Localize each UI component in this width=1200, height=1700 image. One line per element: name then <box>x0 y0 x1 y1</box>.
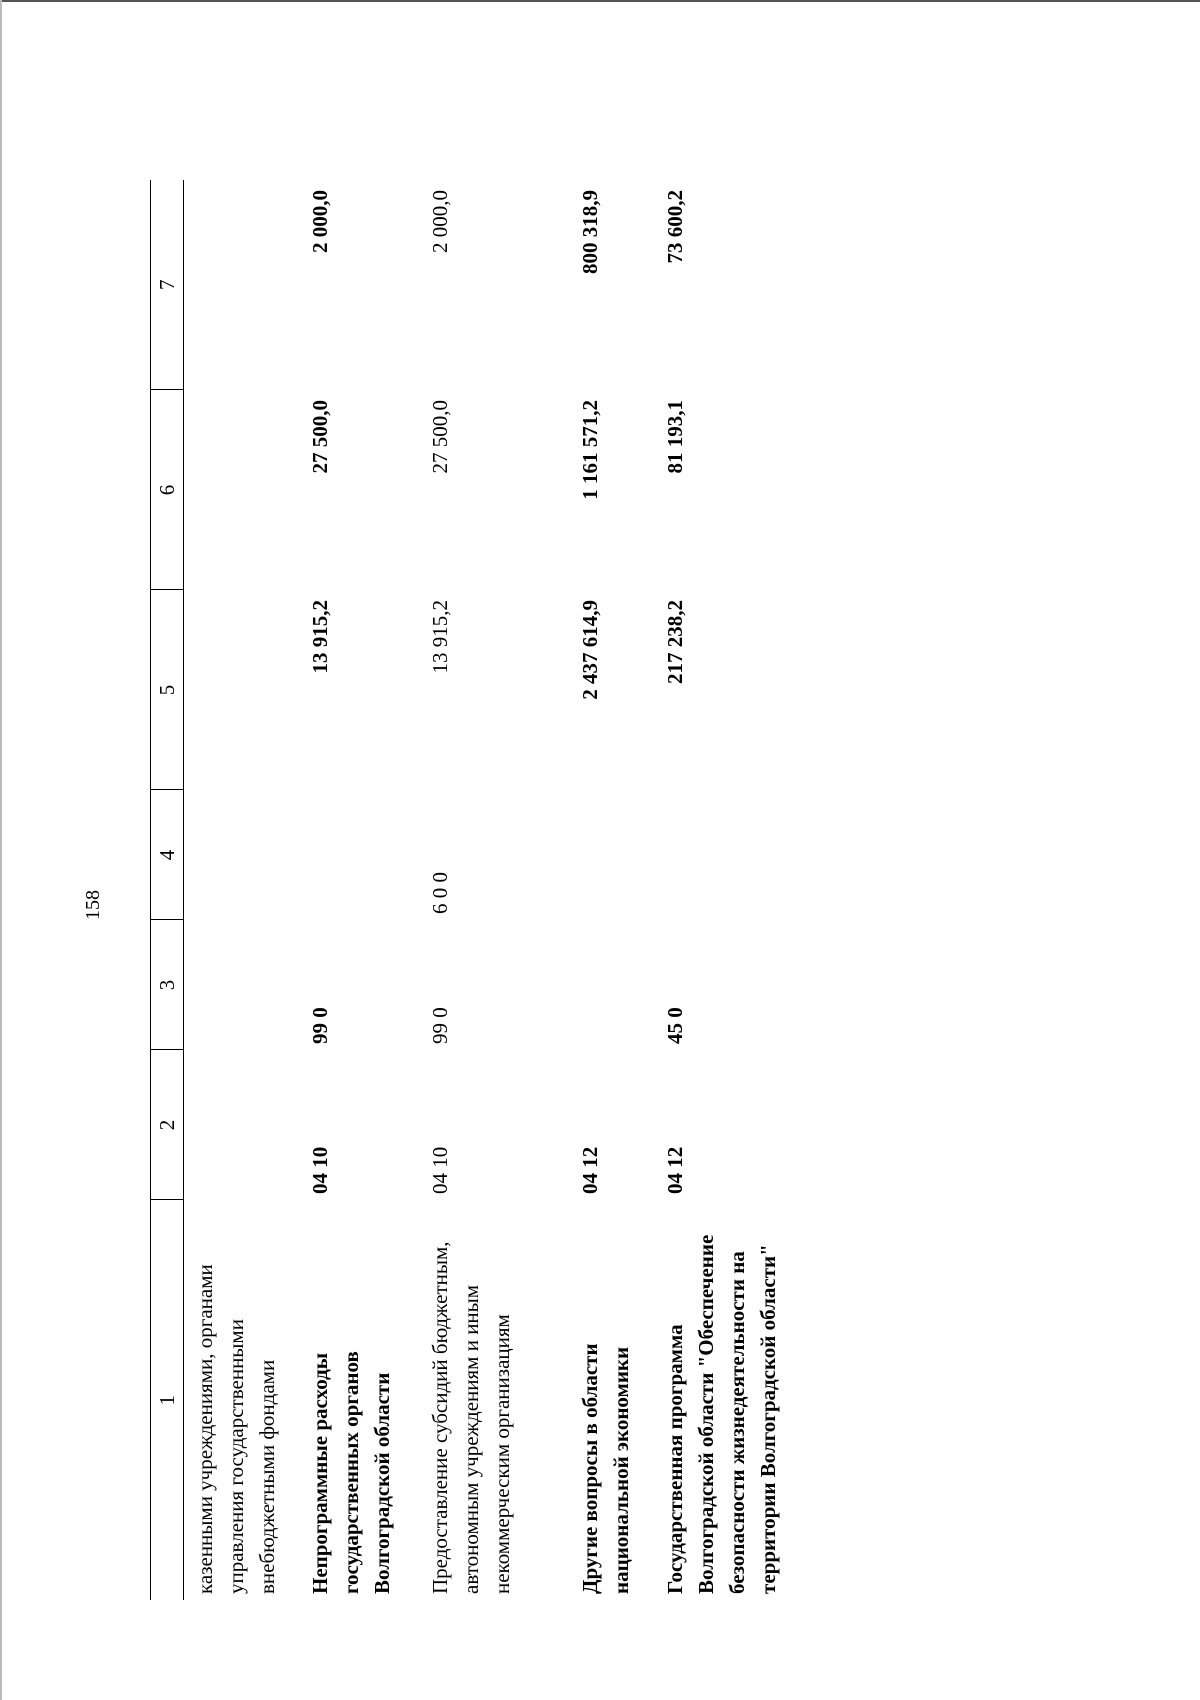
budget-table <box>150 180 830 1600</box>
column-header: 1 <box>151 1200 184 1600</box>
row-rz: 04 10 <box>428 1146 452 1194</box>
table-row <box>415 180 565 1600</box>
row-value-7: 2 000,0 <box>308 190 332 253</box>
row-csr <box>184 920 296 1050</box>
column-header: 7 <box>151 180 184 390</box>
row-csr: 45 0 <box>663 1007 687 1044</box>
row-value-7 <box>184 180 296 390</box>
row-name: Непрограммные расходы государственных органов Волгоградской области <box>308 1351 394 1594</box>
row-value-6: 81 193,1 <box>663 400 687 474</box>
row-value-7: 73 600,2 <box>663 190 687 264</box>
row-rz <box>184 1050 296 1200</box>
row-vr <box>565 790 650 920</box>
row-value-5: 2 437 614,9 <box>578 600 602 700</box>
column-header: 3 <box>151 920 184 1050</box>
row-value-5: 13 915,2 <box>428 600 452 674</box>
column-header: 2 <box>151 1050 184 1200</box>
table-row <box>650 180 830 1600</box>
column-header: 4 <box>151 790 184 920</box>
row-value-6 <box>184 390 296 590</box>
row-rz: 04 10 <box>308 1146 332 1194</box>
row-vr <box>184 790 296 920</box>
table-row <box>184 180 296 1600</box>
row-name: Предоставление субсидий бюджетным, автономным учреждениям и иным некоммерческим организациям <box>428 1241 514 1594</box>
row-vr <box>295 790 415 920</box>
row-rz: 04 12 <box>663 1146 687 1194</box>
column-header: 5 <box>151 590 184 790</box>
table-row <box>295 180 415 1600</box>
rotated-document-page <box>0 120 1000 1620</box>
row-value-6: 27 500,0 <box>428 400 452 474</box>
row-csr <box>565 920 650 1050</box>
table-row <box>565 180 650 1600</box>
row-rz: 04 12 <box>578 1146 602 1194</box>
page-number: 158 <box>82 890 104 920</box>
row-name: Другие вопросы в области национальной экономики <box>578 1343 633 1594</box>
row-value-6: 1 161 571,2 <box>578 400 602 500</box>
column-number-row <box>151 180 184 1600</box>
row-value-7: 800 318,9 <box>578 190 602 274</box>
row-value-5 <box>184 590 296 790</box>
row-value-7: 2 000,0 <box>428 190 452 253</box>
row-name: казенными учреждениями, органами управления государственными внебюджетными фондами <box>193 1264 279 1594</box>
scan-edge-top <box>0 0 1200 2</box>
row-csr: 99 0 <box>428 1007 452 1044</box>
row-value-5: 13 915,2 <box>308 600 332 674</box>
row-vr <box>650 790 830 920</box>
row-csr: 99 0 <box>308 1007 332 1044</box>
row-vr: 6 0 0 <box>428 872 452 914</box>
row-value-6: 27 500,0 <box>308 400 332 474</box>
row-value-5: 217 238,2 <box>663 600 687 684</box>
row-name: Государственная программа Волгоградской области "Обеспечение безопасности жизнедеятельности на территории Волгоградской области" <box>663 1234 780 1594</box>
column-header: 6 <box>151 390 184 590</box>
